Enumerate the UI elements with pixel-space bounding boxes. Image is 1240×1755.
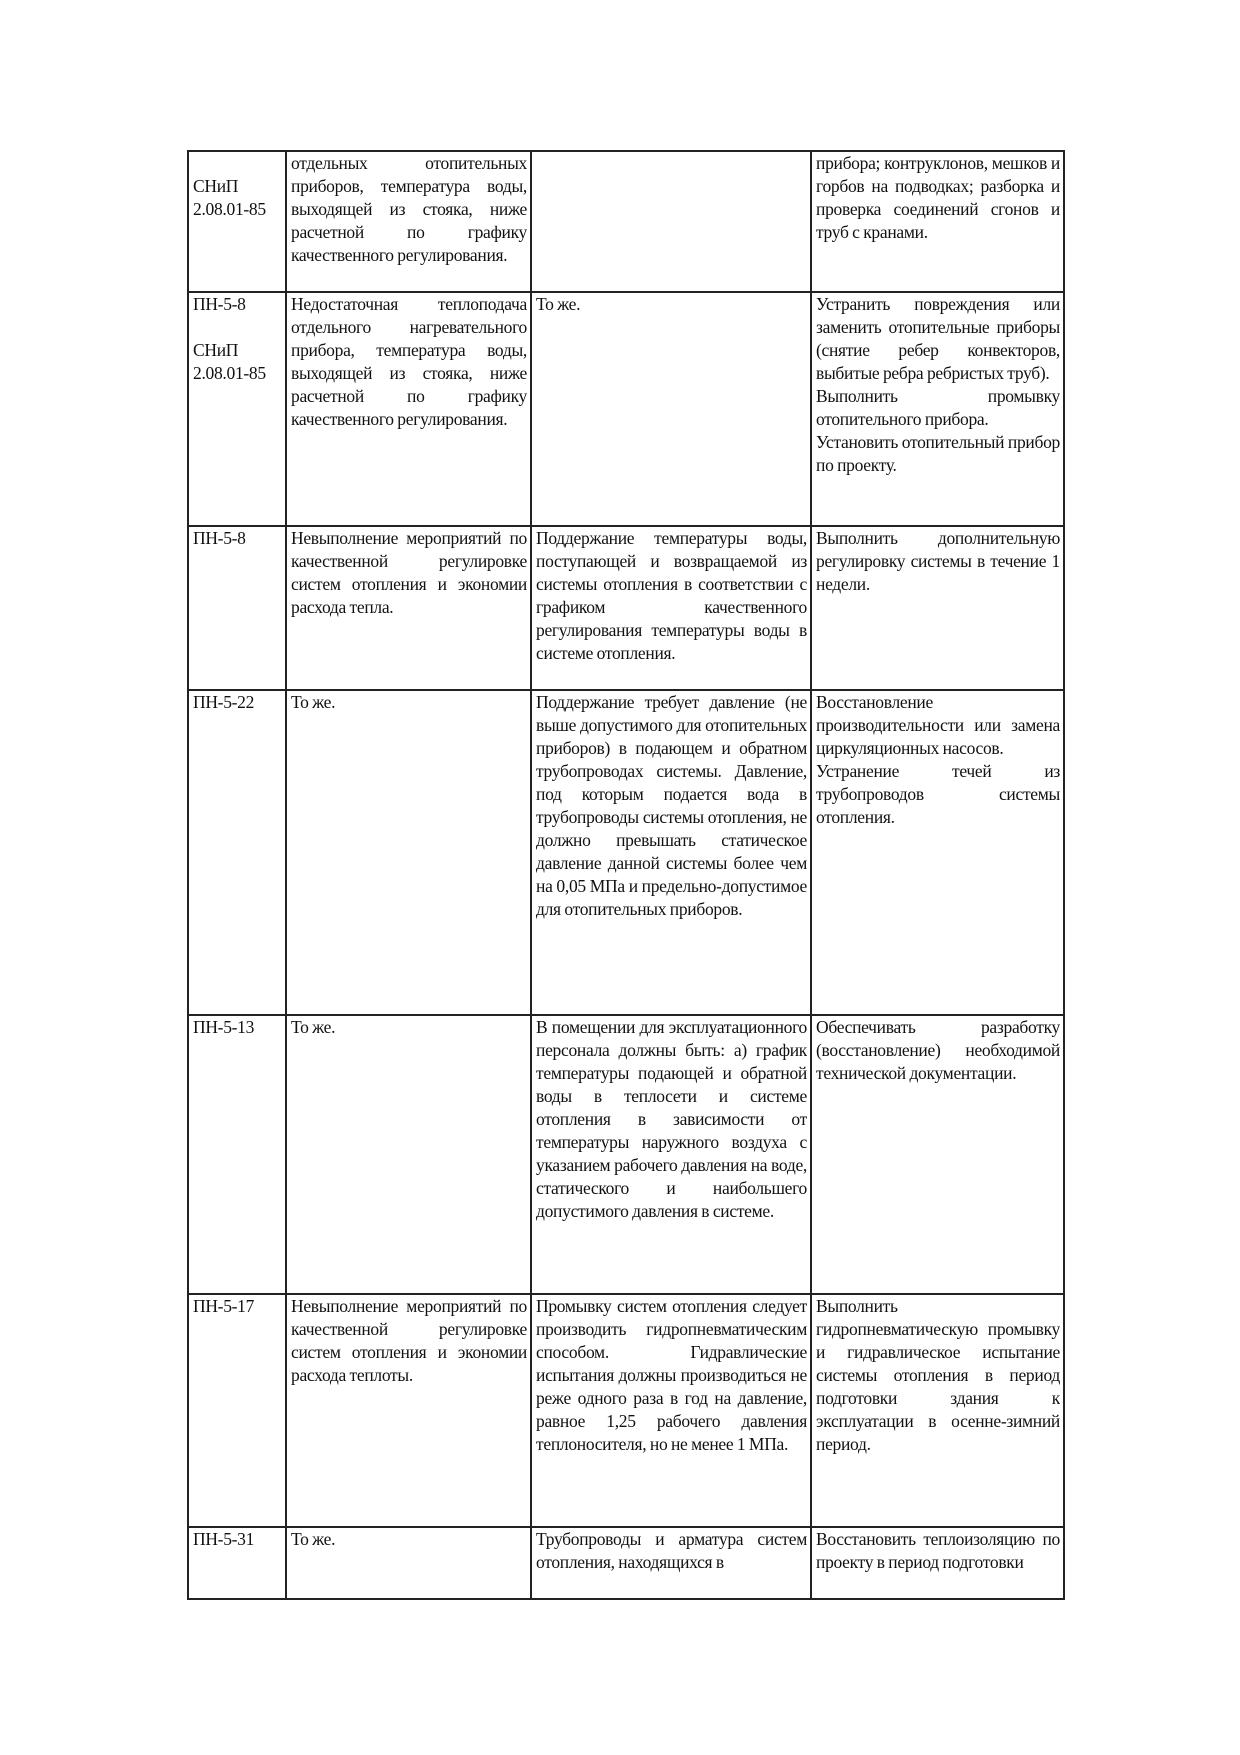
- defect-description-cell: [286, 292, 531, 526]
- table-row: [188, 151, 1064, 292]
- requirement-cell: [531, 690, 811, 1015]
- defects-table: [187, 150, 1065, 1600]
- remedy-action-cell: [811, 1015, 1064, 1294]
- cell-text: ПН-5-8 СНиП 2.08.01-85: [193, 294, 266, 383]
- cell-text: Поддержание требует давление (не выше допустимого для отопительных приборов) в подающем и обратном трубопроводах системы. Давление, под которым подается вода в трубопроводы системы отопления, не должно превышать статическое давление данной системы более чем на 0,05 МПа и предельно-допустимое для отопительных приборов.: [536, 692, 807, 919]
- norm-reference-cell: [188, 690, 286, 1015]
- cell-text: Невыполнение мероприятий по качественной регулировке систем отопления и экономии расхода теплоты.: [291, 1296, 527, 1385]
- remedy-action-cell: [811, 1527, 1064, 1599]
- norm-reference-cell: [188, 1294, 286, 1527]
- cell-text: ПН-5-17: [193, 1296, 255, 1316]
- cell-text: Трубопроводы и арматура систем отопления, находящихся в: [536, 1529, 807, 1572]
- cell-text: Недостаточная теплоподача отдельного нагревательного прибора, температура воды, выходящей из стояка, ниже расчетной по графику качественного регулирования.: [291, 294, 527, 429]
- remedy-action-cell: [811, 690, 1064, 1015]
- requirement-cell: [531, 526, 811, 690]
- table-row: [188, 1015, 1064, 1294]
- cell-text: Устранить повреждения или заменить отопительные приборы (снятие ребер конвекторов, выбитые ребра ребристых труб). Выполнить промывку отопительного прибора. Установить отопительный прибор по проекту.: [816, 294, 1060, 475]
- requirement-cell: [531, 1527, 811, 1599]
- cell-text: Восстановить теплоизоляцию по проекту в период подготовки: [816, 1529, 1060, 1572]
- cell-text: прибора; контруклонов, мешков и горбов на подводках; разборка и проверка соединений сгонов и труб с кранами.: [816, 153, 1060, 242]
- requirement-cell: [531, 151, 811, 292]
- table-row: [188, 292, 1064, 526]
- defect-description-cell: [286, 1294, 531, 1527]
- cell-text: ПН-5-31: [193, 1529, 255, 1549]
- defect-description-cell: [286, 151, 531, 292]
- cell-text: То же.: [291, 1017, 336, 1037]
- cell-text: Восстановление производительности или замена циркуляционных насосов. Устранение течей из трубопроводов системы отопления.: [816, 692, 1060, 827]
- remedy-action-cell: [811, 292, 1064, 526]
- remedy-action-cell: [811, 526, 1064, 690]
- requirement-cell: [531, 292, 811, 526]
- cell-text: отдельных отопительных приборов, температура воды, выходящей из стояка, ниже расчетной по графику качественного регулирования.: [291, 153, 527, 265]
- cell-text: Поддержание температуры воды, поступающей и возвращаемой из системы отопления в соответствии с графиком качественного регулирования температуры воды в системе отопления.: [536, 528, 807, 663]
- defect-description-cell: [286, 1527, 531, 1599]
- cell-text: Невыполнение мероприятий по качественной регулировке систем отопления и экономии расхода тепла.: [291, 528, 527, 617]
- remedy-action-cell: [811, 1294, 1064, 1527]
- norm-reference-cell: [188, 151, 286, 292]
- table-row: [188, 690, 1064, 1015]
- cell-text: Обеспечивать разработку (восстановление) необходимой технической документации.: [816, 1017, 1060, 1083]
- cell-text: ПН-5-13: [193, 1017, 255, 1037]
- norm-reference-cell: [188, 292, 286, 526]
- defect-description-cell: [286, 690, 531, 1015]
- defect-description-cell: [286, 526, 531, 690]
- cell-text: Выполнить гидропневматическую промывку и гидравлическое испытание системы отопления в период подготовки здания к эксплуатации в осенне-зимний период.: [816, 1296, 1060, 1454]
- cell-text: То же.: [291, 1529, 336, 1549]
- table-row: [188, 526, 1064, 690]
- defect-description-cell: [286, 1015, 531, 1294]
- table-row: [188, 1294, 1064, 1527]
- cell-text: ПН-5-8: [193, 528, 246, 548]
- norm-reference-cell: [188, 1527, 286, 1599]
- remedy-action-cell: [811, 151, 1064, 292]
- cell-text: То же.: [536, 294, 581, 314]
- cell-text: ПН-5-22: [193, 692, 255, 712]
- requirement-cell: [531, 1015, 811, 1294]
- cell-text: Промывку систем отопления следует производить гидропневматическим способом. Гидравлические испытания должны производиться не реже одного раза в год на давление, равное 1,25 рабочего давления теплоносителя, но не менее 1 МПа.: [536, 1296, 807, 1454]
- table-row: [188, 1527, 1064, 1599]
- cell-text: В помещении для эксплуатационного персонала должны быть: а) график температуры подающей и обратной воды в теплосети и системе отопления в зависимости от температуры наружного воздуха с указанием рабочего давления на воде, статического и наибольшего допустимого давления в системе.: [536, 1017, 807, 1221]
- norm-reference-cell: [188, 1015, 286, 1294]
- cell-text: Выполнить дополнительную регулировку системы в течение 1 недели.: [816, 528, 1060, 594]
- norm-reference-cell: [188, 526, 286, 690]
- cell-text: То же.: [291, 692, 336, 712]
- table-body: [188, 151, 1064, 1599]
- requirement-cell: [531, 1294, 811, 1527]
- cell-text: СНиП 2.08.01-85: [193, 176, 266, 219]
